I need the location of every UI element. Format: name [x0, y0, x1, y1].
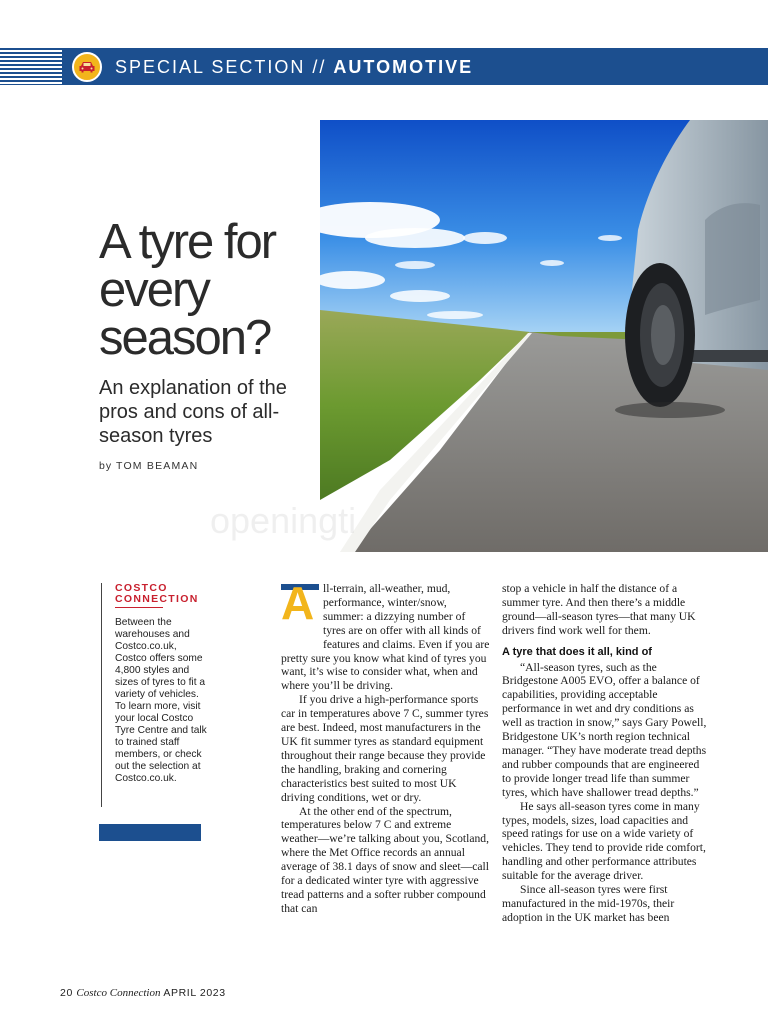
paragraph: If you drive a high-performance sports car in temperatures above 7 C, summer tyres are best. Indeed, most manufacturers in the UK fit summer tyres as standard equipment throughout their range because they provide the handling, braking and cornering characteristics best suited to most UK driving conditions, wet or dry.	[281, 693, 489, 804]
byline-prefix: by	[99, 460, 113, 472]
section-prefix: SPECIAL SECTION //	[115, 57, 327, 77]
header-stripes	[0, 48, 62, 85]
sidebar-body: Between the warehouses and Costco.co.uk, Costco offers some 4,800 styles and sizes of tyres to fit a variety of vehicles. To learn more, visit your local Costco Tyre Centre and talk to trained staff members, or check out the selection at Costco.co.uk.	[115, 617, 207, 784]
paragraph: He says all-season tyres come in many types, models, sizes, load capacities and speed ratings for use on a wide variety of vehicles. They tend to provide ride comfort, handling and other performance attributes suitable for the average driver.	[502, 799, 706, 883]
sidebar-accent-bar	[99, 824, 201, 841]
byline	[99, 460, 198, 472]
car-icon	[72, 52, 102, 82]
section-name: AUTOMOTIVE	[333, 57, 474, 77]
dropcap-block	[281, 577, 323, 638]
sidebar-rule	[101, 583, 102, 807]
sidebar-heading-underline	[115, 607, 163, 608]
paragraph: “All-season tyres, such as the Bridgestone A005 EVO, offer a balance of capabilities, providing acceptable performance in wet and dry conditions as well as traction in snow,” says Gary Powell, Bridgestone UK’s north region technical manager. “They have moderate tread depths and rubber compounds that are engineered to provide longer tread life than summer tyres, which have shallower tread depths.”	[502, 660, 707, 799]
paragraph: At the other end of the spectrum, temperatures below 7 C and extreme weather—we’re talking about you, Scotland, where the Met Office records an annual average of 38.1 days of snow and sleet—call for a dedicated winter tyre with aggressive tread patterns and a softer rubber compound that can	[281, 804, 489, 915]
paragraph: stop a vehicle in half the distance of a summer tyre. And then there’s a middle ground—all-season tyres—that many UK drivers find work well for them.	[502, 582, 696, 637]
article-title: A tyre for every season?	[99, 215, 276, 365]
article-subtitle: An explanation of the pros and cons of all-season tyres	[99, 377, 287, 447]
body-column-1	[281, 577, 490, 916]
dropcap: A	[281, 577, 315, 629]
watermark: openingti	[210, 500, 357, 541]
section-label	[115, 57, 473, 78]
issue-date: APRIL 2023	[163, 987, 226, 999]
page-number: 20	[60, 987, 73, 999]
page-footer	[60, 987, 226, 999]
sidebar-heading: COSTCO CONNECTION	[115, 582, 199, 605]
paragraph: ll-terrain, all-weather, mud, performance, winter/snow, summer: a dizzying number of tyres are on offer with all kinds of features and claims. Even if you are pretty sure you know what kind of tyres you want, it’s wise to consider what, when and where you’ll be driving.	[281, 582, 490, 693]
hero-photo	[320, 120, 768, 552]
body-column-2	[502, 582, 711, 925]
paragraph: Since all-season tyres were first manufactured in the mid-1970s, their adoption in the UK market has been	[502, 883, 675, 924]
byline-author: TOM BEAMAN	[116, 460, 199, 472]
section-subhead: A tyre that does it all, kind of	[502, 645, 652, 658]
magazine-name: Costco Connection	[76, 987, 161, 999]
